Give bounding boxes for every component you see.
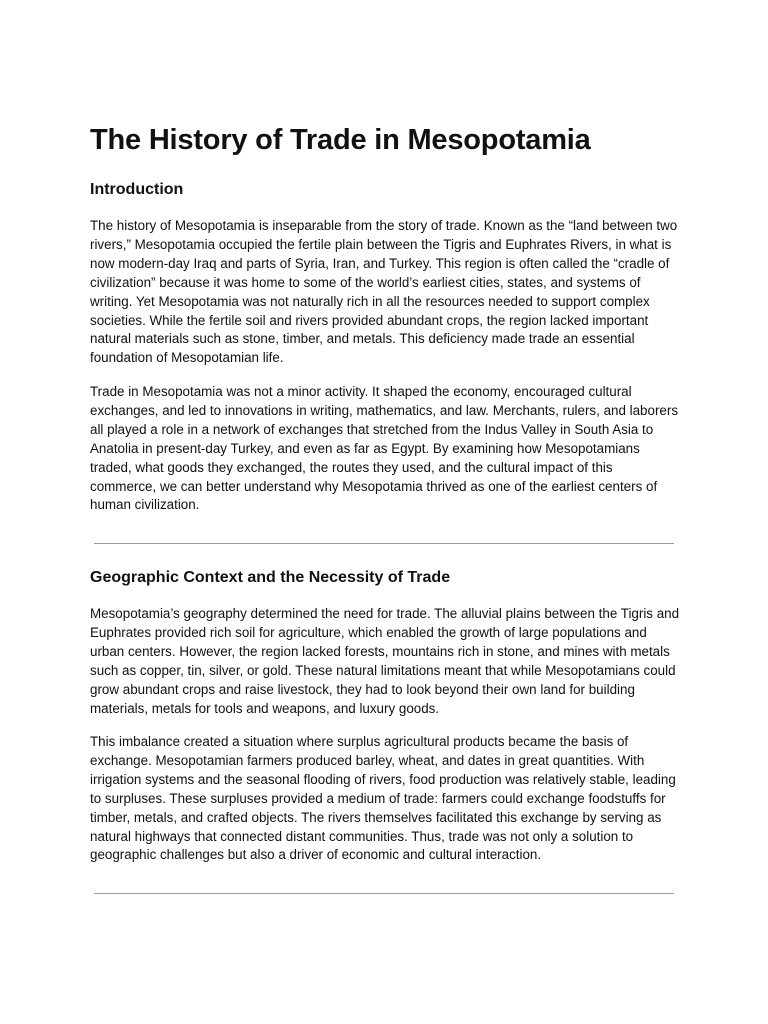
geographic-paragraph-2: This imbalance created a situation where surplus agricultural products became the basis of exchange. Mesopotamian farmers produced barley, wheat, and dates in great quantities. With irrigation systems and the seasonal flooding of rivers, food production was relatively stable, leading to surpluses. These surpluses provided a medium of trade: farmers could exchange foodstuffs for timber, metals, and crafted objects. The rivers themselves facilitated this exchange by serving as natural highways that connected distant communities. Thus, trade was not only a solution to geographic challenges but also a driver of economic and cultural interaction. [90, 734, 676, 863]
geographic-paragraph-1: Mesopotamia’s geography determined the need for trade. The alluvial plains between the Tigris and Euphrates provided rich soil for agriculture, which enabled the growth of large populations and urban centers. However, the region lacked forests, mountains rich in stone, and mines with metals such as copper, tin, silver, or gold. These natural limitations meant that while Mesopotamians could grow abundant crops and raise livestock, they had to look beyond their own land for building materials, metals for tools and weapons, and luxury goods. [90, 606, 680, 716]
introduction-paragraph-1: The history of Mesopotamia is inseparable from the story of trade. Known as the “land between two rivers,” Mesopotamia occupied the fertile plain between the Tigris and Euphrates Rivers, in what is now modern-day Iraq and parts of Syria, Iran, and Turkey. This region is often called the “cradle of civilization” because it was home to some of the world’s earliest cities, states, and systems of writing. Yet Mesopotamia was not naturally rich in all the resources needed to support complex societies. While the fertile soil and rivers provided abundant crops, the region lacked important natural materials such as stone, timber, and metals. This deficiency made trade an essential foundation of Mesopotamian life. [90, 218, 678, 366]
section-heading-introduction: Introduction [90, 181, 184, 198]
section-divider [94, 543, 674, 544]
section-divider [94, 893, 674, 894]
section-heading-geographic-context: Geographic Context and the Necessity of Trade [90, 569, 451, 586]
document-title: The History of Trade in Mesopotamia [90, 124, 591, 156]
introduction-paragraph-2: Trade in Mesopotamia was not a minor activity. It shaped the economy, encouraged cultural exchanges, and led to innovations in writing, mathematics, and law. Merchants, rulers, and laborers all played a role in a network of exchanges that stretched from the Indus Valley in South Asia to Anatolia in present-day Turkey, and even as far as Egypt. By examining how Mesopotamians traded, what goods they exchanged, the routes they used, and the cultural impact of this commerce, we can better understand why Mesopotamia thrived as one of the earliest centers of human civilization. [90, 384, 679, 513]
